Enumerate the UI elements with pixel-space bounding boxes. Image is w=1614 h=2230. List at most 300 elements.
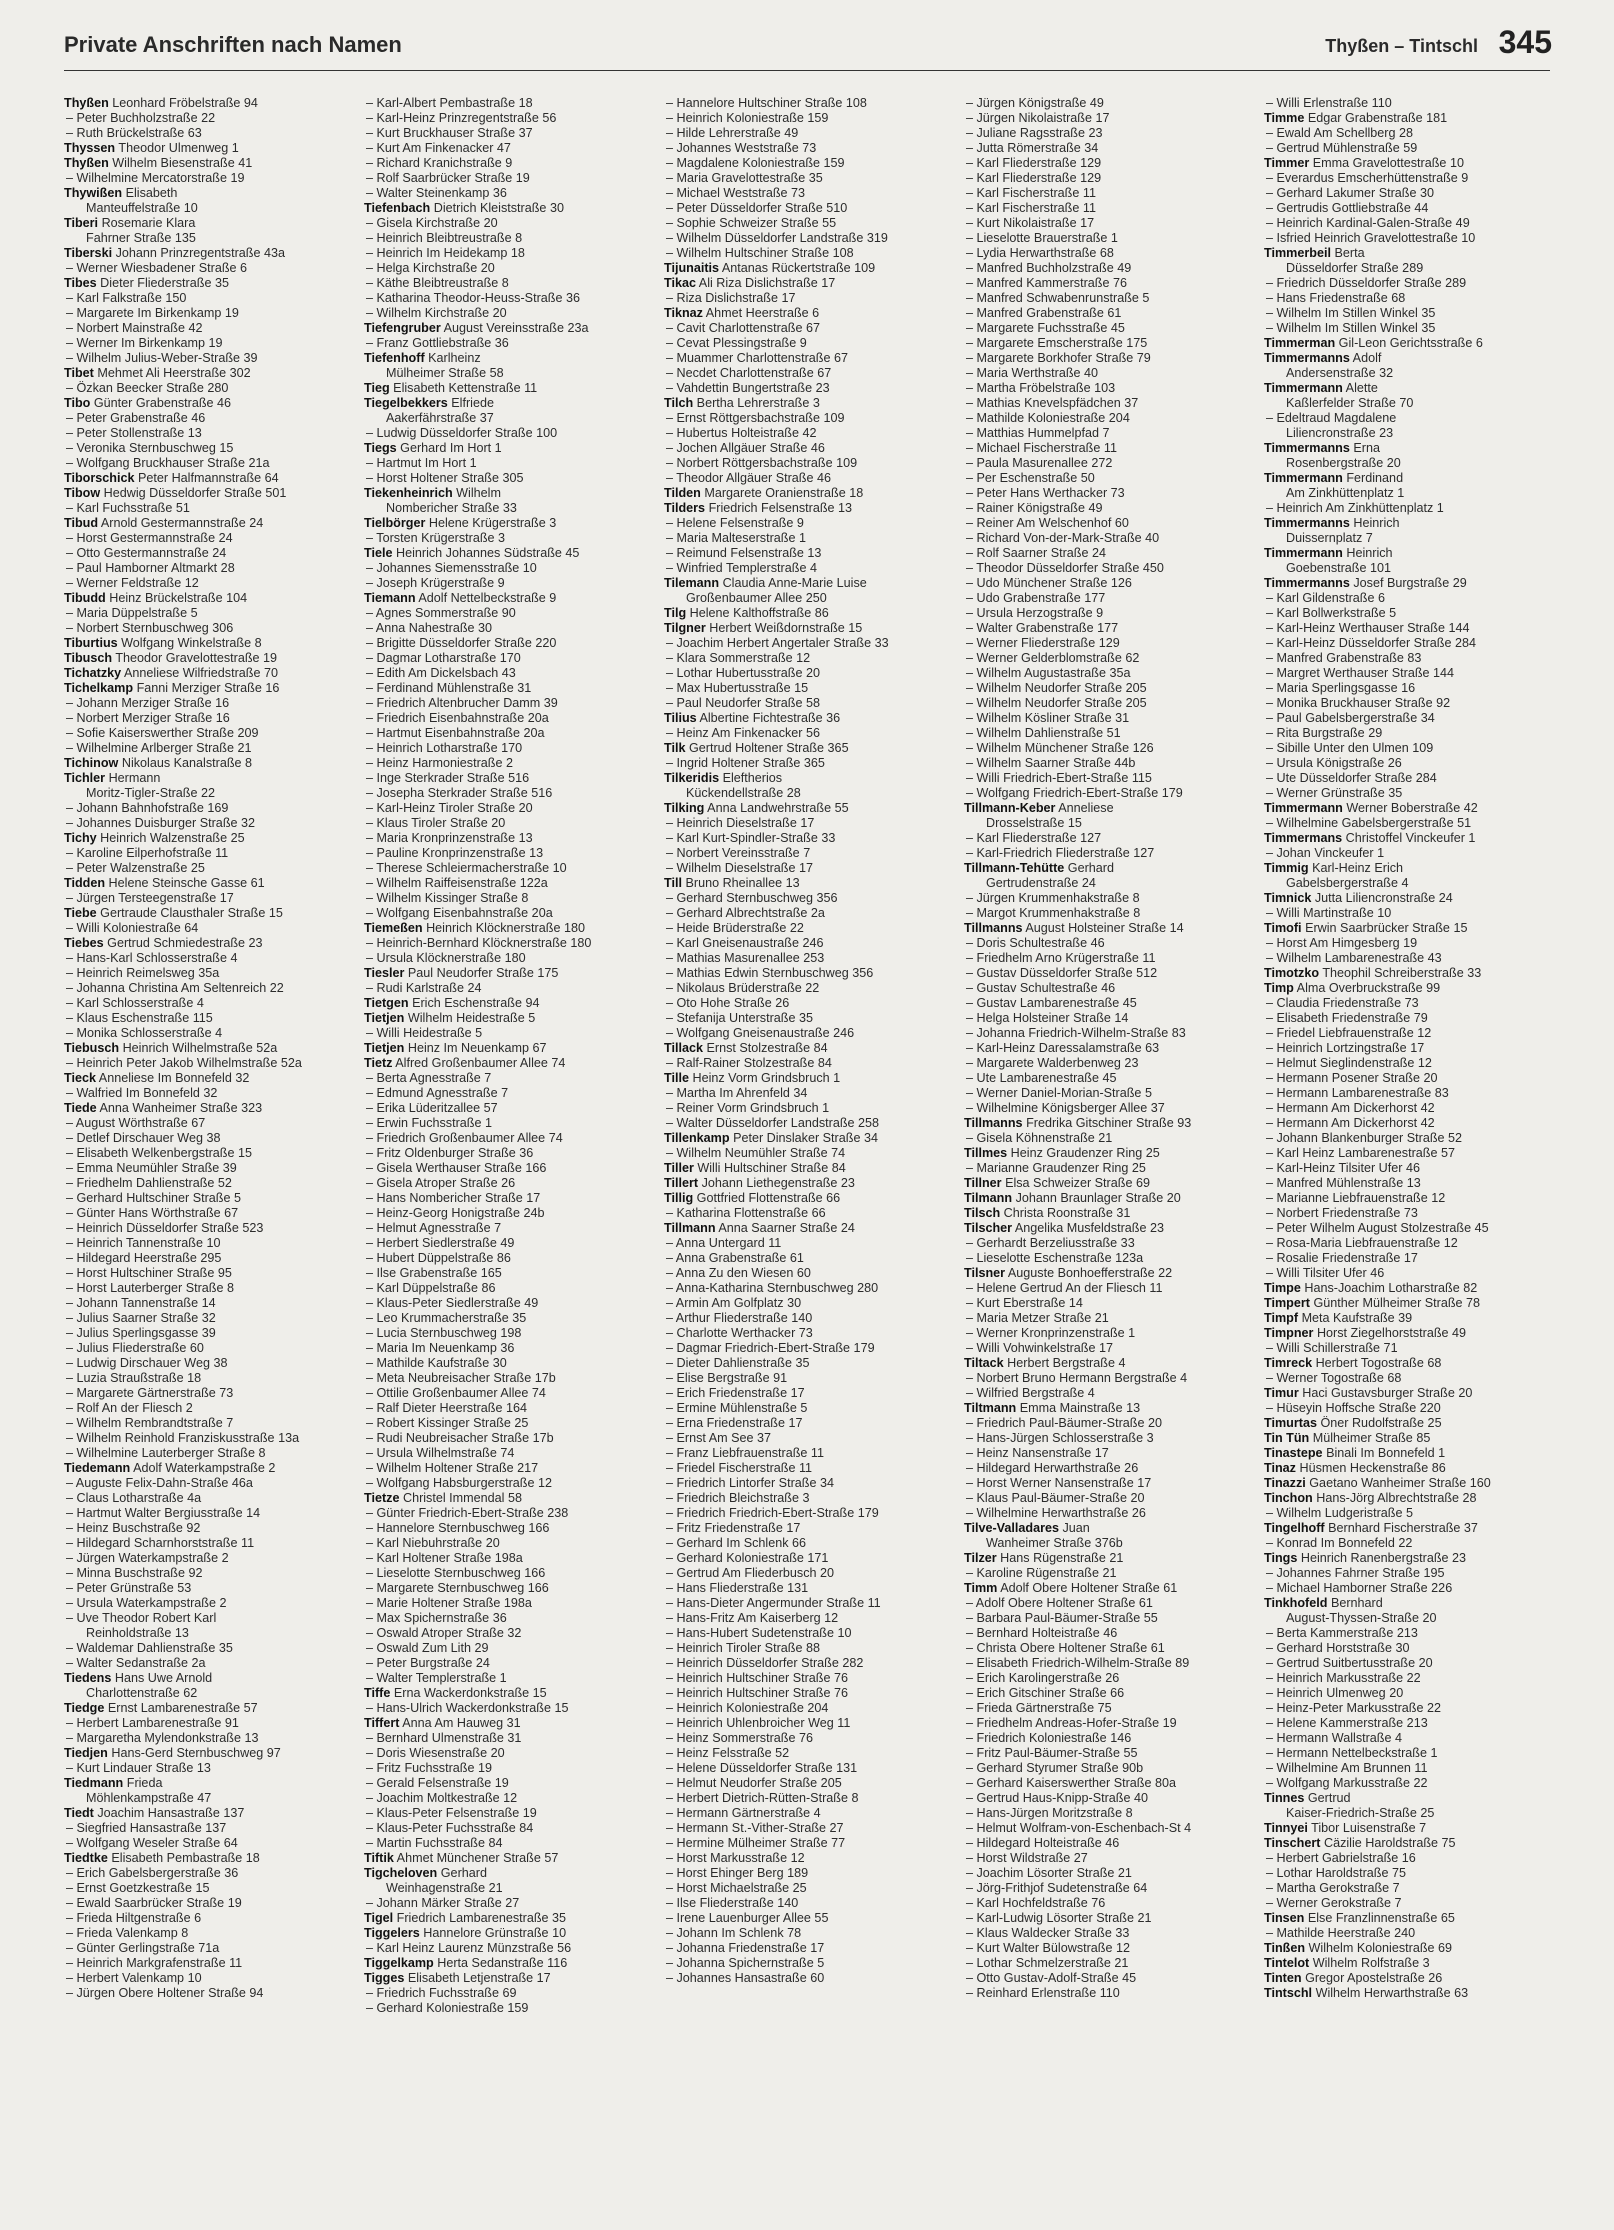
entry-text: – Detlef Dirschauer Weg 38 (66, 1131, 221, 1145)
directory-entry (1264, 1806, 1556, 1821)
entry-text: – Hans-Fritz Am Kaiserberg 12 (666, 1611, 839, 1625)
directory-columns (64, 96, 1554, 2196)
entry-text: – Horst Ehinger Berg 189 (666, 1866, 809, 1880)
directory-entry (964, 1086, 1256, 1101)
directory-entry (1264, 891, 1556, 906)
directory-entry (664, 1176, 956, 1191)
directory-entry (364, 441, 656, 456)
directory-entry (964, 1971, 1256, 1986)
entry-text: – Karl Heinz Laurenz Münzstraße 56 (366, 1941, 572, 1955)
directory-entry (64, 381, 356, 396)
entry-text: – Johannes Weststraße 73 (666, 141, 817, 155)
entry-surname: Tichinow (64, 756, 119, 770)
directory-entry (364, 1866, 656, 1881)
directory-entry (364, 1611, 656, 1626)
entry-text: – Karl-Albert Pembastraße 18 (366, 96, 533, 110)
directory-entry (964, 711, 1256, 726)
directory-entry (1264, 486, 1556, 501)
directory-entry (664, 1326, 956, 1341)
directory-entry (664, 1716, 956, 1731)
entry-text: – Charlotte Werthacker 73 (666, 1326, 813, 1340)
entry-text: – Joachim Moltkestraße 12 (366, 1791, 518, 1805)
entry-continuation: Nombericher Straße 33 (386, 501, 517, 515)
entry-text: – Hans Fliederstraße 131 (666, 1581, 809, 1595)
directory-entry (1264, 681, 1556, 696)
entry-text: – Gustav Lambarenestraße 45 (966, 996, 1137, 1010)
entry-text: – Armin Am Golfplatz 30 (666, 1296, 802, 1310)
entry-text: – Heinrich Ulmenweg 20 (1266, 1686, 1404, 1700)
directory-entry (1264, 1101, 1556, 1116)
directory-entry (964, 111, 1256, 126)
directory-entry (364, 1446, 656, 1461)
directory-entry (364, 1776, 656, 1791)
directory-entry (64, 621, 356, 636)
directory-entry (64, 576, 356, 591)
entry-surname: Tibudd (64, 591, 106, 605)
entry-surname: Tichy (64, 831, 97, 845)
entry-text: – Marianne Liebfrauenstraße 12 (1266, 1191, 1446, 1205)
directory-entry (664, 1911, 956, 1926)
directory-entry (964, 186, 1256, 201)
entry-text: – Heinrich Lortzingstraße 17 (1266, 1041, 1425, 1055)
entry-text: – Hartmut Im Hort 1 (366, 456, 477, 470)
directory-entry (364, 1101, 656, 1116)
directory-entry (664, 921, 956, 936)
directory-entry (364, 1221, 656, 1236)
entry-text: – Friedrich Bleichstraße 3 (666, 1491, 810, 1505)
directory-entry (64, 711, 356, 726)
entry-text: – Gerhardt Berzeliusstraße 33 (966, 1236, 1135, 1250)
entry-text: – Wilfried Bergstraße 4 (966, 1386, 1095, 1400)
entry-text: – Ernst Am See 37 (666, 1431, 772, 1445)
directory-entry (664, 1491, 956, 1506)
directory-entry (964, 1461, 1256, 1476)
entry-text: – Heinrich Kardinal-Galen-Straße 49 (1266, 216, 1470, 230)
directory-entry (364, 1896, 656, 1911)
entry-surname: Tilch (664, 396, 694, 410)
directory-entry (964, 1416, 1256, 1431)
entry-text: – Elisabeth Welkenbergstraße 15 (66, 1146, 252, 1160)
entry-text: – Joachim Herbert Angertaler Straße 33 (666, 636, 889, 650)
entry-text: – Wilhelm Holtener Straße 217 (366, 1461, 539, 1475)
entry-text: Werner Boberstraße 42 (1346, 801, 1478, 815)
entry-text: – Ewald Am Schellberg 28 (1266, 126, 1414, 140)
directory-entry (964, 471, 1256, 486)
directory-entry (964, 1776, 1256, 1791)
entry-text: – Gisela Köhnenstraße 21 (966, 1131, 1113, 1145)
directory-entry (364, 216, 656, 231)
directory-entry (64, 1866, 356, 1881)
entry-text: Horst Ziegelhorststraße 49 (1316, 1326, 1467, 1340)
directory-entry (1264, 531, 1556, 546)
directory-entry (964, 486, 1256, 501)
directory-entry (364, 126, 656, 141)
entry-text: – Gisela Werthauser Straße 166 (366, 1161, 547, 1175)
entry-text: – Ingrid Holtener Straße 365 (666, 756, 825, 770)
entry-text: Heinrich Klöcknerstraße 180 (426, 921, 585, 935)
entry-text: – Wolfgang Markusstraße 22 (1266, 1776, 1428, 1790)
entry-surname: Tiebe (64, 906, 97, 920)
entry-text: Anneliese (1058, 801, 1114, 815)
directory-entry (1264, 1896, 1556, 1911)
entry-text: – Monika Schlosserstraße 4 (66, 1026, 223, 1040)
directory-entry (664, 1731, 956, 1746)
entry-continuation: Manteuffelstraße 10 (86, 201, 198, 215)
entry-text: – Helmut Sieglindenstraße 12 (1266, 1056, 1432, 1070)
entry-text: – Wilhelm Lambarenestraße 43 (1266, 951, 1442, 965)
directory-entry (964, 1236, 1256, 1251)
entry-text: – Wilhelm Hultschiner Straße 108 (666, 246, 854, 260)
entry-surname: Tilemann (664, 576, 720, 590)
directory-entry (964, 771, 1256, 786)
entry-text: – Karl Gildenstraße 6 (1266, 591, 1385, 605)
directory-entry (1264, 576, 1556, 591)
entry-text: – Karoline Rügenstraße 21 (966, 1566, 1117, 1580)
directory-entry (964, 1386, 1256, 1401)
directory-entry (364, 156, 656, 171)
entry-text: – Käthe Bleibtreustraße 8 (366, 276, 509, 290)
entry-text: – Gerhard Horststraße 30 (1266, 1641, 1410, 1655)
entry-surname: Tietgen (364, 996, 409, 1010)
entry-text: – Wilhelmine Gabelsbergerstraße 51 (1266, 816, 1472, 830)
entry-continuation: Weinhagenstraße 21 (386, 1881, 503, 1895)
directory-entry (64, 531, 356, 546)
entry-text: – Karl Hochfeldstraße 76 (966, 1896, 1106, 1910)
entry-text: – Oswald Atroper Straße 32 (366, 1626, 522, 1640)
directory-entry (964, 441, 1256, 456)
entry-surname: Timmermann (1264, 381, 1343, 395)
entry-text: – Sibille Unter den Ulmen 109 (1266, 741, 1434, 755)
directory-entry (64, 876, 356, 891)
entry-text: – Hubertus Holteistraße 42 (666, 426, 817, 440)
entry-text: – Erich Gabelsbergerstraße 36 (66, 1866, 239, 1880)
entry-text: – Friedrich Düsseldorfer Straße 289 (1266, 276, 1467, 290)
entry-text: Helene Kalthoffstraße 86 (689, 606, 829, 620)
directory-entry (364, 1356, 656, 1371)
entry-surname: Tilius (664, 711, 697, 725)
entry-text: – Ursula Waterkampstraße 2 (66, 1596, 227, 1610)
entry-text: – Edeltraud Magdalene (1266, 411, 1397, 425)
entry-text: – Elisabeth Friedrich-Wilhelm-Straße 89 (966, 1656, 1190, 1670)
entry-surname: Thyssen (64, 141, 116, 155)
directory-entry (64, 741, 356, 756)
entry-surname: Tiberski (64, 246, 113, 260)
entry-text: – Winfried Templerstraße 4 (666, 561, 817, 575)
directory-entry (1264, 1506, 1556, 1521)
directory-entry (64, 1461, 356, 1476)
entry-text: – Robert Kissinger Straße 25 (366, 1416, 529, 1430)
entry-surname: Tiefengruber (364, 321, 441, 335)
directory-entry (64, 666, 356, 681)
directory-entry (1264, 1281, 1556, 1296)
entry-surname: Tinschert (1264, 1836, 1321, 1850)
entry-text: – Gertrud Suitbertusstraße 20 (1266, 1656, 1433, 1670)
directory-entry (64, 921, 356, 936)
directory-entry (364, 996, 656, 1011)
entry-continuation: Wanheimer Straße 376b (986, 1536, 1123, 1550)
entry-text: Theodor Ulmenweg 1 (118, 141, 239, 155)
directory-entry (1264, 861, 1556, 876)
directory-entry (664, 441, 956, 456)
entry-text: – Werner Feldstraße 12 (66, 576, 199, 590)
directory-entry (664, 1506, 956, 1521)
entry-surname: Tinastepe (1264, 1446, 1323, 1460)
entry-text: – Kurt Am Finkenacker 47 (366, 141, 511, 155)
directory-entry (64, 396, 356, 411)
directory-entry (1264, 1761, 1556, 1776)
entry-surname: Tibow (64, 486, 101, 500)
directory-entry (64, 1101, 356, 1116)
directory-entry (664, 801, 956, 816)
entry-text: – Norbert Röttgersbachstraße 109 (666, 456, 858, 470)
entry-text: – Ermine Mühlenstraße 5 (666, 1401, 808, 1415)
directory-entry (664, 381, 956, 396)
directory-entry (964, 366, 1256, 381)
entry-text: – Heinz-Georg Honigstraße 24b (366, 1206, 545, 1220)
entry-text: – Berta Agnesstraße 7 (366, 1071, 492, 1085)
directory-entry (664, 396, 956, 411)
entry-text: – Klaus-Peter Siedlerstraße 49 (366, 1296, 539, 1310)
directory-entry (664, 1371, 956, 1386)
entry-text: – Wilhelm Kösliner Straße 31 (966, 711, 1130, 725)
entry-text: – Frieda Hiltgenstraße 6 (66, 1911, 202, 1925)
directory-entry (364, 681, 656, 696)
entry-text: Paul Neudorfer Straße 175 (407, 966, 559, 980)
entry-text: Herta Sedanstraße 116 (437, 1956, 568, 1970)
directory-entry (364, 1401, 656, 1416)
entry-text: Gerhard Im Hort 1 (400, 441, 502, 455)
directory-entry (364, 1851, 656, 1866)
entry-text: – Gerhard Kaiserswerther Straße 80a (966, 1776, 1176, 1790)
entry-surname: Timpe (1264, 1281, 1301, 1295)
entry-text: – Riza Dislichstraße 17 (666, 291, 796, 305)
entry-text: Josef Burgstraße 29 (1353, 576, 1467, 590)
column-4 (964, 96, 1256, 2001)
entry-text: – Gerhard Koloniestraße 171 (666, 1551, 829, 1565)
directory-entry (964, 621, 1256, 636)
entry-text: – Frieda Gärtnerstraße 75 (966, 1701, 1112, 1715)
directory-entry (364, 636, 656, 651)
entry-text: – Paula Masurenallee 272 (966, 456, 1113, 470)
directory-entry (64, 1341, 356, 1356)
entry-continuation: Gertrudenstraße 24 (986, 876, 1096, 890)
directory-entry (1264, 1716, 1556, 1731)
entry-surname: Tintschl (1264, 1986, 1313, 2000)
entry-text: – Inge Sterkrader Straße 516 (366, 771, 530, 785)
entry-text: Anna Wanheimer Straße 323 (99, 1101, 263, 1115)
entry-text: Heinz Vorm Grindsbruch 1 (692, 1071, 841, 1085)
directory-entry (664, 771, 956, 786)
directory-entry (964, 816, 1256, 831)
entry-text: Gaetano Wanheimer Straße 160 (1309, 1476, 1491, 1490)
directory-entry (1264, 501, 1556, 516)
directory-entry (364, 1821, 656, 1836)
entry-surname: Tillmann-Tehütte (964, 861, 1065, 875)
entry-surname: Timpf (1264, 1311, 1299, 1325)
directory-entry (64, 1371, 356, 1386)
directory-entry (64, 891, 356, 906)
name-range: Thyßen – Tintschl (1325, 36, 1478, 56)
entry-text: Gil-Leon Gerichtsstraße 6 (1338, 336, 1483, 350)
entry-text: Ernst Stolzestraße 84 (706, 1041, 828, 1055)
entry-text: – Adolf Obere Holtener Straße 61 (966, 1596, 1153, 1610)
directory-entry (664, 1041, 956, 1056)
directory-entry (364, 1716, 656, 1731)
entry-surname: Tiele (364, 546, 393, 560)
entry-text: – Wilhelm Dieselstraße 17 (666, 861, 813, 875)
directory-entry (664, 1101, 956, 1116)
directory-entry (64, 1176, 356, 1191)
entry-text: – Vahdettin Bungertstraße 23 (666, 381, 830, 395)
directory-entry (364, 111, 656, 126)
entry-text: – Maria Kronprinzenstraße 13 (366, 831, 533, 845)
directory-entry (364, 756, 656, 771)
entry-text: – Doris Wiesenstraße 20 (366, 1746, 505, 1760)
entry-text: – Walter Düsseldorfer Landstraße 258 (666, 1116, 880, 1130)
entry-text: – Hannelore Hultschiner Straße 108 (666, 96, 867, 110)
directory-entry (664, 306, 956, 321)
entry-text: – Brigitte Düsseldorfer Straße 220 (366, 636, 557, 650)
directory-entry (964, 546, 1256, 561)
entry-text: – Karl Düppelstraße 86 (366, 1281, 496, 1295)
entry-text: – Maria Werthstraße 40 (966, 366, 1099, 380)
entry-text: – Elisabeth Friedenstraße 79 (1266, 1011, 1428, 1025)
directory-entry (1264, 1461, 1556, 1476)
directory-entry (964, 1371, 1256, 1386)
entry-text: – Ottilie Großenbaumer Allee 74 (366, 1386, 546, 1400)
entry-text: – Margarete Sternbuschweg 166 (366, 1581, 549, 1595)
directory-entry (364, 1986, 656, 2001)
directory-entry (64, 1911, 356, 1926)
entry-text: – Gertrud Mühlenstraße 59 (1266, 141, 1418, 155)
directory-entry (664, 1881, 956, 1896)
directory-entry (1264, 261, 1556, 276)
directory-entry (964, 651, 1256, 666)
directory-entry (664, 1791, 956, 1806)
directory-entry (64, 411, 356, 426)
entry-text: – Hans-Hubert Sudetenstraße 10 (666, 1626, 852, 1640)
entry-text: – Hans-Karl Schlosserstraße 4 (66, 951, 238, 965)
entry-text: – Walter Grabenstraße 177 (966, 621, 1119, 635)
entry-surname: Tieg (364, 381, 390, 395)
entry-text: – Peter Buchholzstraße 22 (66, 111, 216, 125)
entry-text: – Walfried Im Bonnefeld 32 (66, 1086, 218, 1100)
directory-entry (664, 1026, 956, 1041)
directory-entry (64, 1926, 356, 1941)
directory-entry (664, 246, 956, 261)
entry-text: – Ursula Herzogstraße 9 (966, 606, 1104, 620)
entry-text: Günther Mülheimer Straße 78 (1313, 1296, 1481, 1310)
directory-entry (964, 1491, 1256, 1506)
directory-entry (964, 1611, 1256, 1626)
entry-text: – Christa Obere Holtener Straße 61 (966, 1641, 1165, 1655)
entry-surname: Tilk (664, 741, 686, 755)
directory-entry (664, 456, 956, 471)
entry-text: Gerhard (1067, 861, 1114, 875)
entry-text: – Franz Liebfrauenstraße 11 (666, 1446, 824, 1460)
entry-text: Emma Mainstraße 13 (1019, 1401, 1141, 1415)
entry-surname: Tinßen (1264, 1941, 1306, 1955)
entry-text: – Kurt Bruckhauser Straße 37 (366, 126, 533, 140)
directory-entry (964, 891, 1256, 906)
entry-surname: Timp (1264, 981, 1294, 995)
directory-entry (364, 1956, 656, 1971)
directory-entry (364, 396, 656, 411)
directory-entry (664, 756, 956, 771)
directory-entry (1264, 1356, 1556, 1371)
directory-entry (64, 351, 356, 366)
entry-continuation: Liliencronstraße 23 (1286, 426, 1394, 440)
directory-entry (1264, 471, 1556, 486)
entry-text: – Michael Fischerstraße 11 (966, 441, 1117, 455)
directory-entry (1264, 1236, 1556, 1251)
entry-surname: Tiffert (364, 1716, 400, 1730)
directory-entry (664, 1566, 956, 1581)
directory-entry (64, 246, 356, 261)
entry-text: – Klaus Eschenstraße 115 (66, 1011, 213, 1025)
entry-surname: Tillmes (964, 1146, 1008, 1160)
directory-entry (364, 1806, 656, 1821)
entry-surname: Tinaz (1264, 1461, 1296, 1475)
directory-entry (64, 1956, 356, 1971)
directory-entry (1264, 246, 1556, 261)
entry-text: – Rita Burgstraße 29 (1266, 726, 1383, 740)
entry-surname: Tilsch (964, 1206, 1001, 1220)
entry-text: – Karl-Heinz Prinzregentstraße 56 (366, 111, 557, 125)
directory-entry (64, 1581, 356, 1596)
entry-text: – Leo Krummacherstraße 35 (366, 1311, 527, 1325)
entry-text: – Joachim Lösorter Straße 21 (966, 1866, 1132, 1880)
entry-continuation: Moritz-Tigler-Straße 22 (86, 786, 215, 800)
entry-text: – Julius Saarner Straße 32 (66, 1311, 216, 1325)
directory-entry (364, 1536, 656, 1551)
directory-entry (664, 471, 956, 486)
directory-entry (64, 1011, 356, 1026)
directory-entry (1264, 1641, 1556, 1656)
entry-text: – Margret Werthauser Straße 144 (1266, 666, 1455, 680)
entry-surname: Tiedt (64, 1806, 94, 1820)
entry-surname: Tiedtke (64, 1851, 108, 1865)
directory-entry (64, 936, 356, 951)
directory-entry (64, 1611, 356, 1626)
directory-entry (964, 1071, 1256, 1086)
entry-text: – Udo Grabenstraße 177 (966, 591, 1106, 605)
directory-entry (664, 996, 956, 1011)
entry-text: Herbert Bergstraße 4 (1007, 1356, 1126, 1370)
entry-surname: Tiede (64, 1101, 97, 1115)
entry-continuation: Reinholdstraße 13 (86, 1626, 189, 1640)
directory-entry (364, 486, 656, 501)
directory-entry (364, 1641, 656, 1656)
directory-entry (964, 246, 1256, 261)
entry-text: – Margarete Fuchsstraße 45 (966, 321, 1125, 335)
entry-surname: Tiefenhoff (364, 351, 425, 365)
directory-entry (1264, 1731, 1556, 1746)
directory-entry (664, 1671, 956, 1686)
directory-entry (664, 1116, 956, 1131)
directory-entry (1264, 1626, 1556, 1641)
entry-text: – Wilhelmine Lauterberger Straße 8 (66, 1446, 266, 1460)
directory-entry (664, 1956, 956, 1971)
entry-text: – Gustav Schultestraße 46 (966, 981, 1116, 995)
entry-text: – Herbert Dietrich-Rütten-Straße 8 (666, 1791, 859, 1805)
entry-text: – Friedrich Friedrich-Ebert-Straße 179 (666, 1506, 879, 1520)
entry-surname: Tillner (964, 1176, 1002, 1190)
entry-text: – Heinrich Koloniestraße 204 (666, 1701, 829, 1715)
directory-entry (364, 1926, 656, 1941)
entry-text: Erich Eschenstraße 94 (412, 996, 540, 1010)
directory-entry (664, 786, 956, 801)
